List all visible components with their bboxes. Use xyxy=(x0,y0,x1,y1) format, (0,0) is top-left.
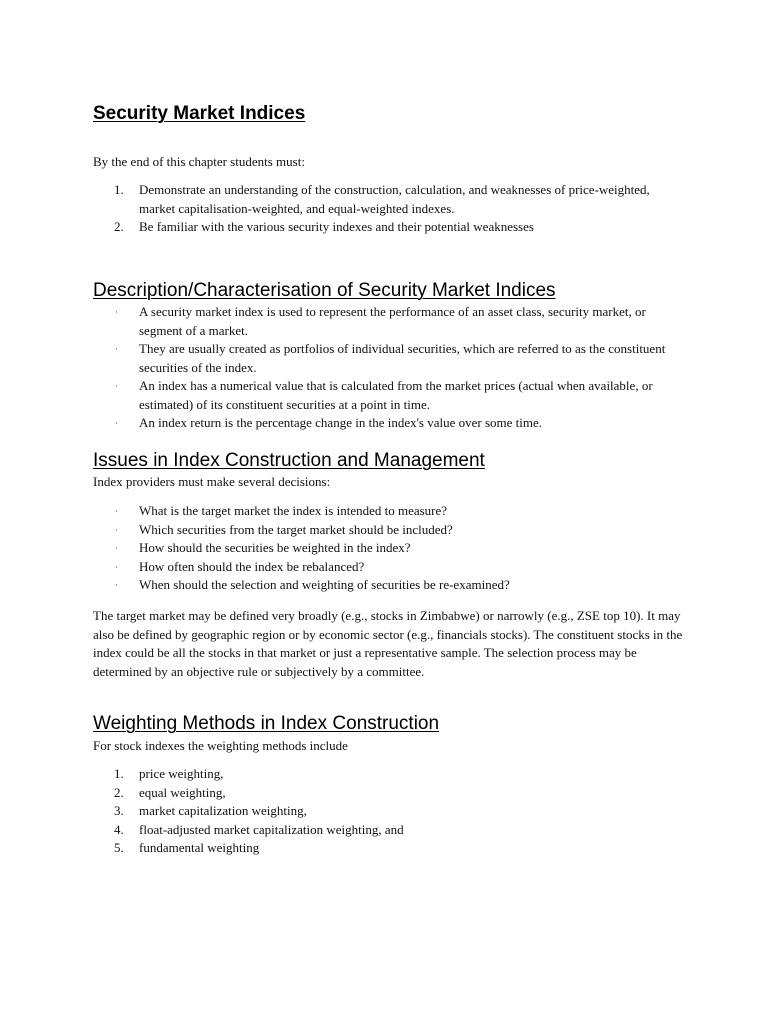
section-intro: For stock indexes the weighting methods include xyxy=(93,738,348,753)
list-item-text: price weighting, xyxy=(139,766,224,781)
list-item-text: fundamental weighting xyxy=(139,840,260,855)
list-item-text: A security market index is used to represent the performance of an asset class, security market, or segment of a market. xyxy=(139,304,646,338)
list-item xyxy=(93,802,683,821)
list-item-text: An index return is the percentage change in the index's value over some time. xyxy=(139,415,543,430)
list-item xyxy=(93,181,683,218)
list-marker: 4. xyxy=(114,821,124,837)
bullet-list xyxy=(93,303,683,433)
list-marker: 3. xyxy=(114,803,124,818)
weighting-methods-list xyxy=(93,765,683,858)
list-item xyxy=(93,414,683,433)
list-item xyxy=(93,521,683,540)
intro-text: By the end of this chapter students must: xyxy=(93,154,305,169)
body-paragraph: The target market may be defined very broadly (e.g., stocks in Zimbabwe) or narrowly (e.g., ZSE top 10). It may also be defined by geographic region or by economic sector (e.g., financials stocks). The constituent stocks in the index could be all the stocks in that market or just a representative sample. The selection process may be determined by an objective rule or subjectively by a committee. xyxy=(93,608,683,679)
bullet-icon: · xyxy=(115,506,118,516)
bullet-icon: · xyxy=(115,580,118,590)
list-item xyxy=(93,558,683,577)
page-title: Security Market Indices xyxy=(93,103,306,124)
bullet-icon: · xyxy=(115,561,118,572)
list-item-text: When should the selection and weighting of securities be re-examined? xyxy=(139,577,510,592)
list-item-text: Demonstrate an understanding of the construction, calculation, and weaknesses of price-weighted, market capitalisation-weighted, and equal-weighted indexes. xyxy=(139,182,650,216)
list-item-text: What is the target market the index is intended to measure? xyxy=(139,503,448,518)
list-item xyxy=(93,576,683,595)
list-item-text: float-adjusted market capitalization weighting, and xyxy=(139,821,404,837)
list-item-text: Which securities from the target market should be included? xyxy=(139,521,453,537)
section-heading: Weighting Methods in Index Construction xyxy=(93,713,440,734)
list-item-text: equal weighting, xyxy=(139,784,226,800)
section-intro: Index providers must make several decisions: xyxy=(93,474,331,489)
section-heading: Issues in Index Construction and Management xyxy=(93,450,485,471)
list-item-text: How often should the index be rebalanced? xyxy=(139,558,365,574)
bullet-icon: · xyxy=(115,344,118,354)
list-item-text: How should the securities be weighted in the index? xyxy=(139,540,411,555)
list-item xyxy=(93,839,683,858)
bullet-icon: · xyxy=(115,307,118,317)
list-item xyxy=(93,821,683,840)
list-item xyxy=(93,765,683,784)
list-item-text: They are usually created as portfolios of individual securities, which are referred to as the constituent securities of the index. xyxy=(139,341,666,375)
list-item xyxy=(93,303,683,340)
bullet-icon: · xyxy=(115,381,118,391)
list-item xyxy=(93,377,683,414)
list-item xyxy=(93,340,683,377)
list-item-text: An index has a numerical value that is calculated from the market prices (actual when available, or estimated) of its constituent securities at a point in time. xyxy=(139,378,653,412)
list-marker: 2. xyxy=(114,784,124,800)
bullet-list xyxy=(93,502,683,595)
bullet-icon: · xyxy=(115,543,118,553)
list-item-text: Be familiar with the various security indexes and their potential weaknesses xyxy=(139,219,534,234)
list-item xyxy=(93,539,683,558)
list-item xyxy=(93,502,683,521)
list-item xyxy=(93,218,683,237)
list-marker: 5. xyxy=(114,840,124,855)
list-marker: 2. xyxy=(114,219,124,234)
bullet-icon: · xyxy=(115,524,118,535)
list-marker: 1. xyxy=(114,182,124,197)
list-marker: 1. xyxy=(114,766,124,781)
list-item xyxy=(93,784,683,803)
list-item-text: market capitalization weighting, xyxy=(139,803,307,818)
objectives-list xyxy=(93,181,683,237)
section-heading: Description/Characterisation of Security Market Indices xyxy=(93,280,556,301)
bullet-icon: · xyxy=(115,418,118,428)
